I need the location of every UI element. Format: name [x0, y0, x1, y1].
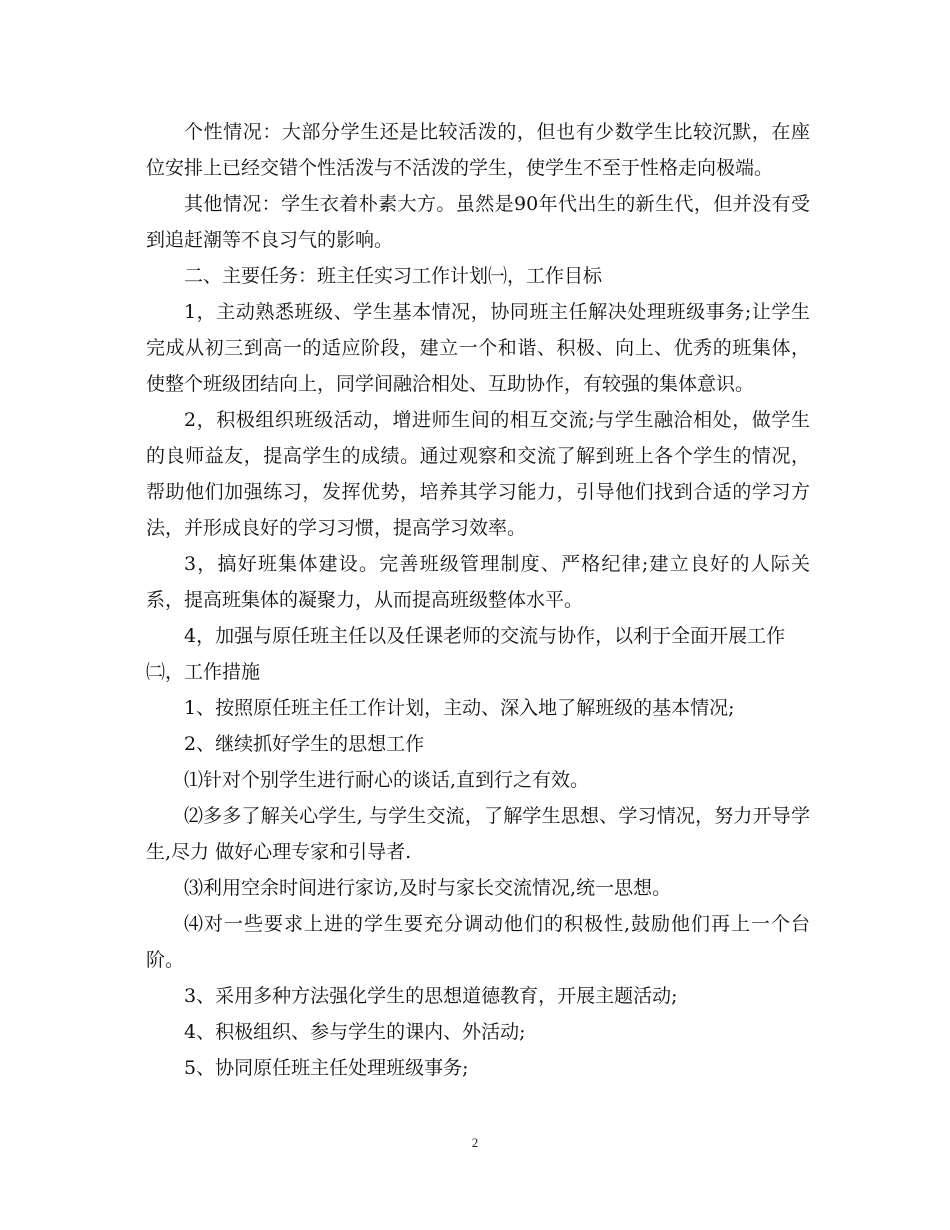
paragraph-measure-2-4: ⑷对一些要求上进的学生要充分调动他们的积极性,鼓励他们再上一个台阶。	[146, 913, 810, 971]
paragraph-measure-2-2: ⑵多多了解关心学生, 与学生交流，了解学生思想、学习情况，努力开导学生,尽力 做好心理专家和引导者.	[146, 805, 810, 863]
paragraph-goal-1: 1，主动熟悉班级、学生基本情况，协同班主任解决处理班级事务;让学生完成从初三到高一的适应阶段，建立一个和谐、积极、向上、优秀的班集体，使整个班级团结向上，同学间融洽相处、互助协作，有较强的集体意识。	[146, 301, 810, 395]
paragraph-measure-3: 3、采用多种方法强化学生的思想道德教育，开展主题活动;	[184, 985, 678, 1007]
paragraph-goal-2: 2，积极组织班级活动，增进师生间的相互交流;与学生融洽相处，做学生的良师益友，提高学生的成绩。通过观察和交流了解到班上各个学生的情况，帮助他们加强练习，发挥优势，培养其学习能力，引导他们找到合适的学习方法，并形成良好的学习习惯，提高学习效率。	[146, 409, 810, 539]
paragraph-main-tasks-heading: 二、主要任务：班主任实习工作计划㈠，工作目标	[184, 265, 603, 287]
paragraph-measure-1: 1、按照原任班主任工作计划，主动、深入地了解班级的基本情况;	[184, 697, 735, 719]
paragraph-goal-4: 4，加强与原任班主任以及任课老师的交流与协作，以利于全面开展工作	[184, 625, 786, 647]
paragraph-measure-2-3: ⑶利用空余时间进行家访,及时与家长交流情况,统一思想。	[184, 877, 672, 899]
page-number: 2	[471, 1135, 479, 1150]
paragraph-goal-3: 3，搞好班集体建设。完善班级管理制度、严格纪律;建立良好的人际关系，提高班集体的凝聚力，从而提高班级整体水平。	[146, 553, 810, 611]
paragraph-personality: 个性情况：大部分学生还是比较活泼的，但也有少数学生比较沉默，在座位安排上已经交错个性活泼与不活泼的学生，使学生不至于性格走向极端。	[146, 121, 810, 179]
document-body	[146, 114, 810, 1086]
paragraph-measure-5: 5、协同原任班主任处理班级事务;	[184, 1057, 469, 1079]
paragraph-measure-2: 2、继续抓好学生的思想工作	[184, 733, 425, 755]
paragraph-measure-4: 4、积极组织、参与学生的课内、外活动;	[184, 1021, 526, 1043]
paragraph-other-situation: 其他情况：学生衣着朴素大方。虽然是90年代出生的新生代，但并没有受到追赶潮等不良习气的影响。	[146, 193, 810, 251]
paragraph-measure-2-1: ⑴针对个别学生进行耐心的谈话,直到行之有效。	[184, 769, 590, 791]
paragraph-measures-heading: ㈡，工作措施	[146, 661, 261, 683]
